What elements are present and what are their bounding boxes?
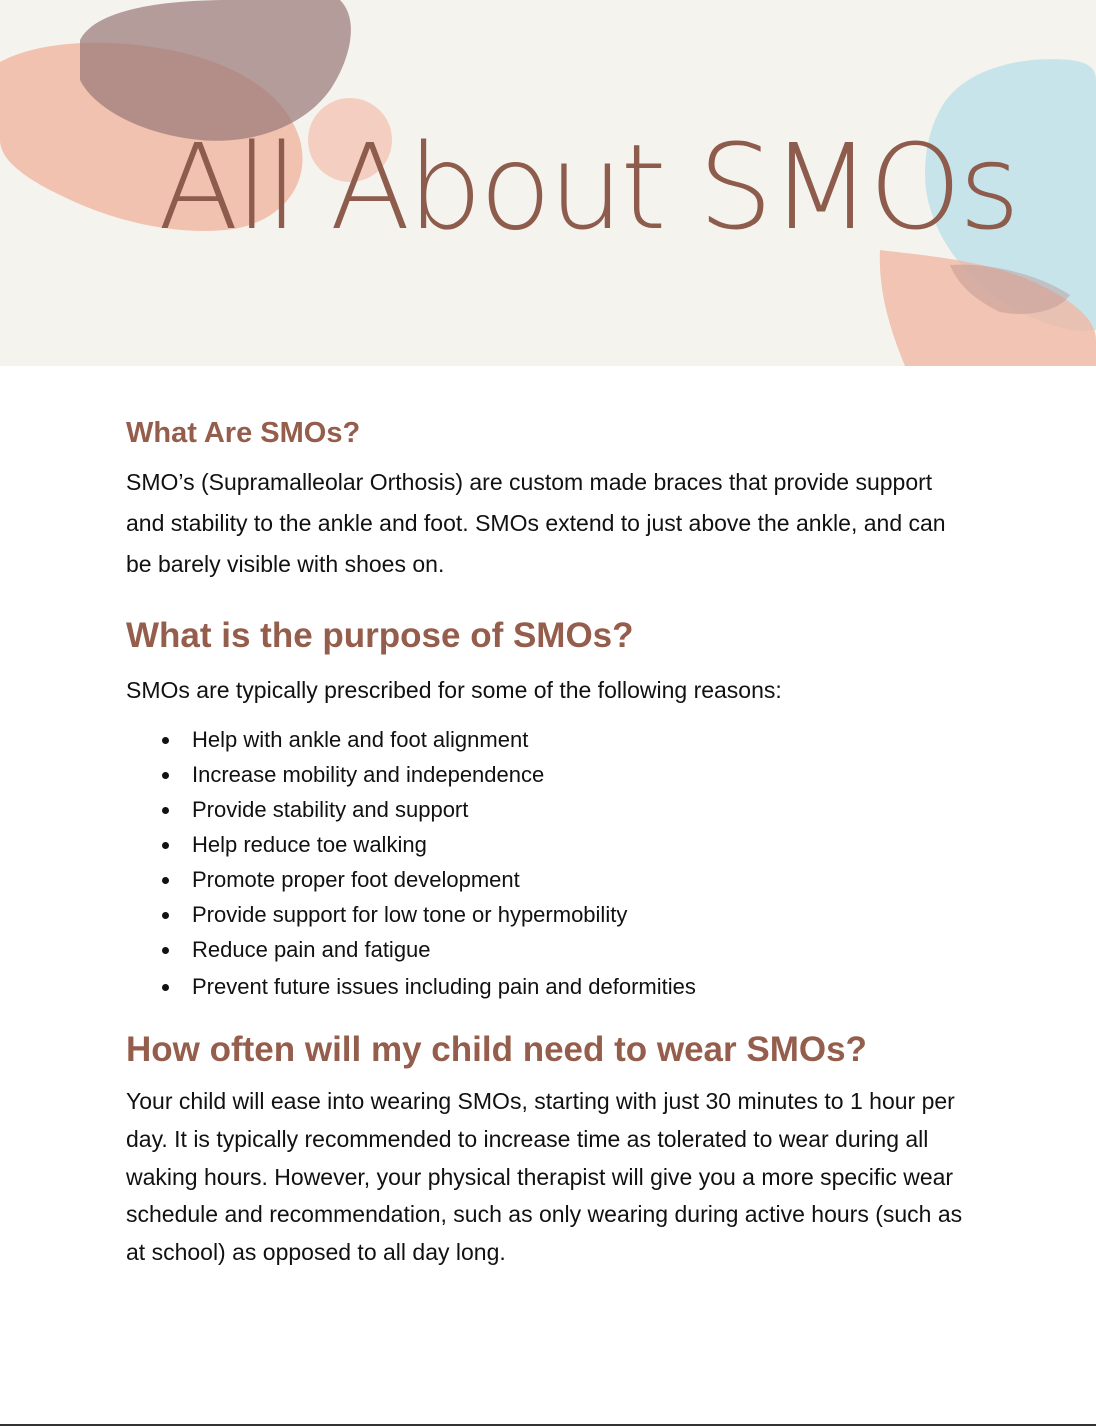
list-item: Provide stability and support [126, 792, 696, 827]
list-item: Help reduce toe walking [126, 827, 696, 862]
page-title: All About SMOs [158, 118, 1018, 256]
section-heading-how-often: How often will my child need to wear SMOs? [126, 1030, 867, 1069]
section-body-how-often: Your child will ease into wearing SMOs, starting with just 30 minutes to 1 hour per day. It is typically recommended to increase time as tolerated to wear during all waking hours. However, your physical therapist will give you a more specific wear schedule and recommendation, such as only wearing during active hours (such as at school) as opposed to all day long. [126, 1088, 963, 1266]
bullet-icon [162, 737, 169, 744]
bullet-icon [162, 807, 169, 814]
bullet-icon [162, 912, 169, 919]
list-item: Provide support for low tone or hypermobility [126, 897, 696, 932]
list-item: Promote proper foot development [126, 862, 696, 897]
section-heading-purpose: What is the purpose of SMOs? [126, 616, 634, 655]
section-body-what-are-smos: SMO’s (Supramalleolar Orthosis) are custom made braces that provide support and stability to the ankle and foot. SMOs extend to just above the ankle, and can be barely visible with shoes on. [126, 469, 946, 577]
bullet-icon [162, 947, 169, 954]
reasons-list [126, 722, 696, 1004]
list-item: Increase mobility and independence [126, 757, 696, 792]
header-banner [0, 0, 1096, 366]
bullet-icon [162, 842, 169, 849]
bullet-icon [162, 772, 169, 779]
bullet-icon [162, 877, 169, 884]
list-item: Prevent future issues including pain and deformities [126, 969, 696, 1004]
bullet-icon [162, 984, 169, 991]
list-item: Reduce pain and fatigue [126, 932, 696, 967]
list-item: Help with ankle and foot alignment [126, 722, 696, 757]
section-intro-purpose: SMOs are typically prescribed for some of the following reasons: [126, 677, 782, 703]
section-heading-what-are-smos: What Are SMOs? [126, 417, 361, 449]
